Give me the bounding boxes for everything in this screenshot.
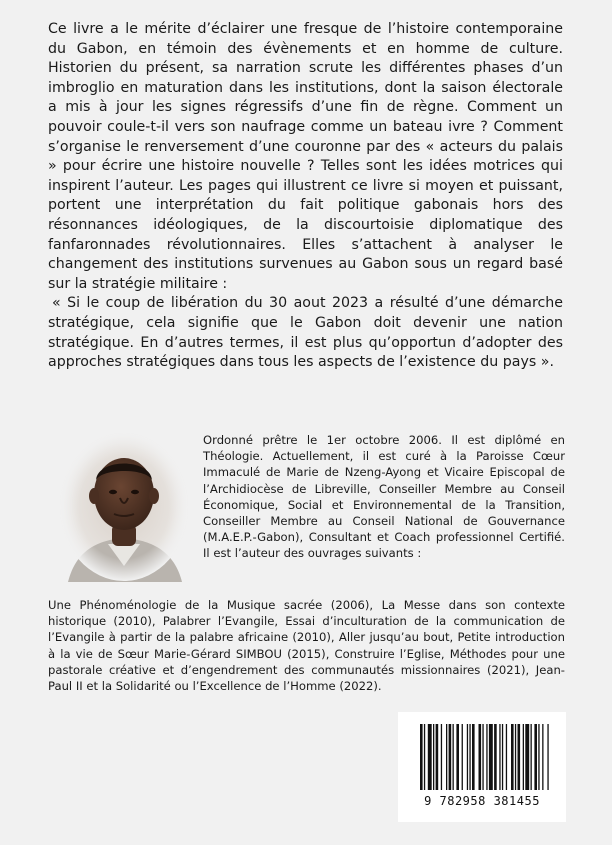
barcode-bar xyxy=(502,724,503,790)
barcode-bar xyxy=(424,724,425,790)
isbn-number: 9 782958 381455 xyxy=(424,794,540,808)
barcode-bar xyxy=(515,724,516,790)
barcode-bars xyxy=(398,712,566,794)
barcode-bar xyxy=(486,724,487,790)
barcode-bar xyxy=(547,724,548,790)
barcode-bar xyxy=(538,724,539,790)
barcode-bar xyxy=(542,724,543,790)
barcode-bar xyxy=(467,724,468,790)
barcode-bar xyxy=(441,724,442,790)
barcode-bar xyxy=(453,724,454,790)
barcode-bar xyxy=(446,724,447,790)
isbn-barcode xyxy=(398,712,566,822)
barcode-bar xyxy=(428,724,432,790)
barcode-bar xyxy=(472,724,475,790)
barcode-bar xyxy=(511,724,514,790)
barcode-bar xyxy=(456,724,459,790)
back-cover-summary xyxy=(48,20,563,373)
author-photo xyxy=(58,432,190,582)
barcode-bar xyxy=(506,724,507,790)
barcode-bar xyxy=(499,724,500,790)
author-portrait-image xyxy=(58,432,190,582)
barcode-bar xyxy=(531,724,532,790)
author-works-list: Une Phénoménologie de la Musique sacrée (2006), La Messe dans son contexte historique (2010), Palabrer l’Evangile, Essai d’inculturation de la communication de l’Evangile à partir de la palabre africaine (2010), Aller jusqu’au bout, Petite introduction à la vie de Sœur Marie-Gérard SIMBOU (2015), Construire l’Eglise, Méthodes pour une pastorale créative et d’engendrement des communautés missionnaires (2021), Jean-Paul II et la Solidarité ou l’Excellence de l’Homme (2022). xyxy=(48,598,565,694)
barcode-bar xyxy=(420,724,423,790)
barcode-bar xyxy=(494,724,497,790)
barcode-bar xyxy=(462,724,463,790)
barcode-bar xyxy=(449,724,452,790)
author-bio: Ordonné prêtre le 1er octobre 2006. Il est diplômé en Théologie. Actuellement, il est curé à la Paroisse Cœur Immaculé de Marie de Nzeng-Ayong et Vicaire Episcopal de l’Archidiocèse de Libreville, Conseiller Membre au Conseil Économique, Social et Environnemental de la Transition, Conseiller Membre au Conseil National de Gouvernance (M.A.E.P.-Gabon), Consultant et Coach professionnel Certifié. Il est l’auteur des ouvrages suivants : xyxy=(203,433,565,561)
barcode-bar xyxy=(469,724,470,790)
summary-paragraph-1: Ce livre a le mérite d’éclairer une fresque de l’histoire contemporaine du Gabon, en témoin des évènements et en homme de culture. Historien du présent, sa narration scrute les différentes phases d’un imbroglio en maturation dans les institutions, dont la saison électorale a mis à jour les signes régressifs d’une fin de règne. Comment un pouvoir coule-t-il vers son naufrage comme un bateau ivre ? Comment s’organise le renversement d’une couronne par des « acteurs du palais » pour écrire une histoire nouvelle ? Telles sont les idées motrices qui inspirent l’auteur. Les pages qui illustrent ce livre si moyen et puissant, portent une interprétation du fait politique gabonais hors des résonnances idéologiques, de la discourtoisie diplomatique des fanfaronnades révolutionnaires. Elles s’attachent à analyser le changement des institutions survenues au Gabon sous un regard basé sur la stratégie militaire : xyxy=(48,21,563,292)
barcode-bar xyxy=(433,724,434,790)
barcode-bar xyxy=(489,724,493,790)
barcode-bar xyxy=(482,724,483,790)
barcode-bar xyxy=(518,724,521,790)
barcode-bar xyxy=(436,724,439,790)
barcode-bar xyxy=(523,724,524,790)
barcode-bar xyxy=(479,724,482,790)
barcode-bar xyxy=(525,724,529,790)
summary-paragraph-2: « Si le coup de libération du 30 aout 2023 a résulté d’une démarche stratégique, cela signifie que le Gabon doit devenir une nation stratégique. En d’autres termes, il est plus qu’opportun d’adopter des approches stratégiques dans tous les aspects de l’existence du pays ». xyxy=(48,295,563,371)
barcode-bar xyxy=(534,724,537,790)
